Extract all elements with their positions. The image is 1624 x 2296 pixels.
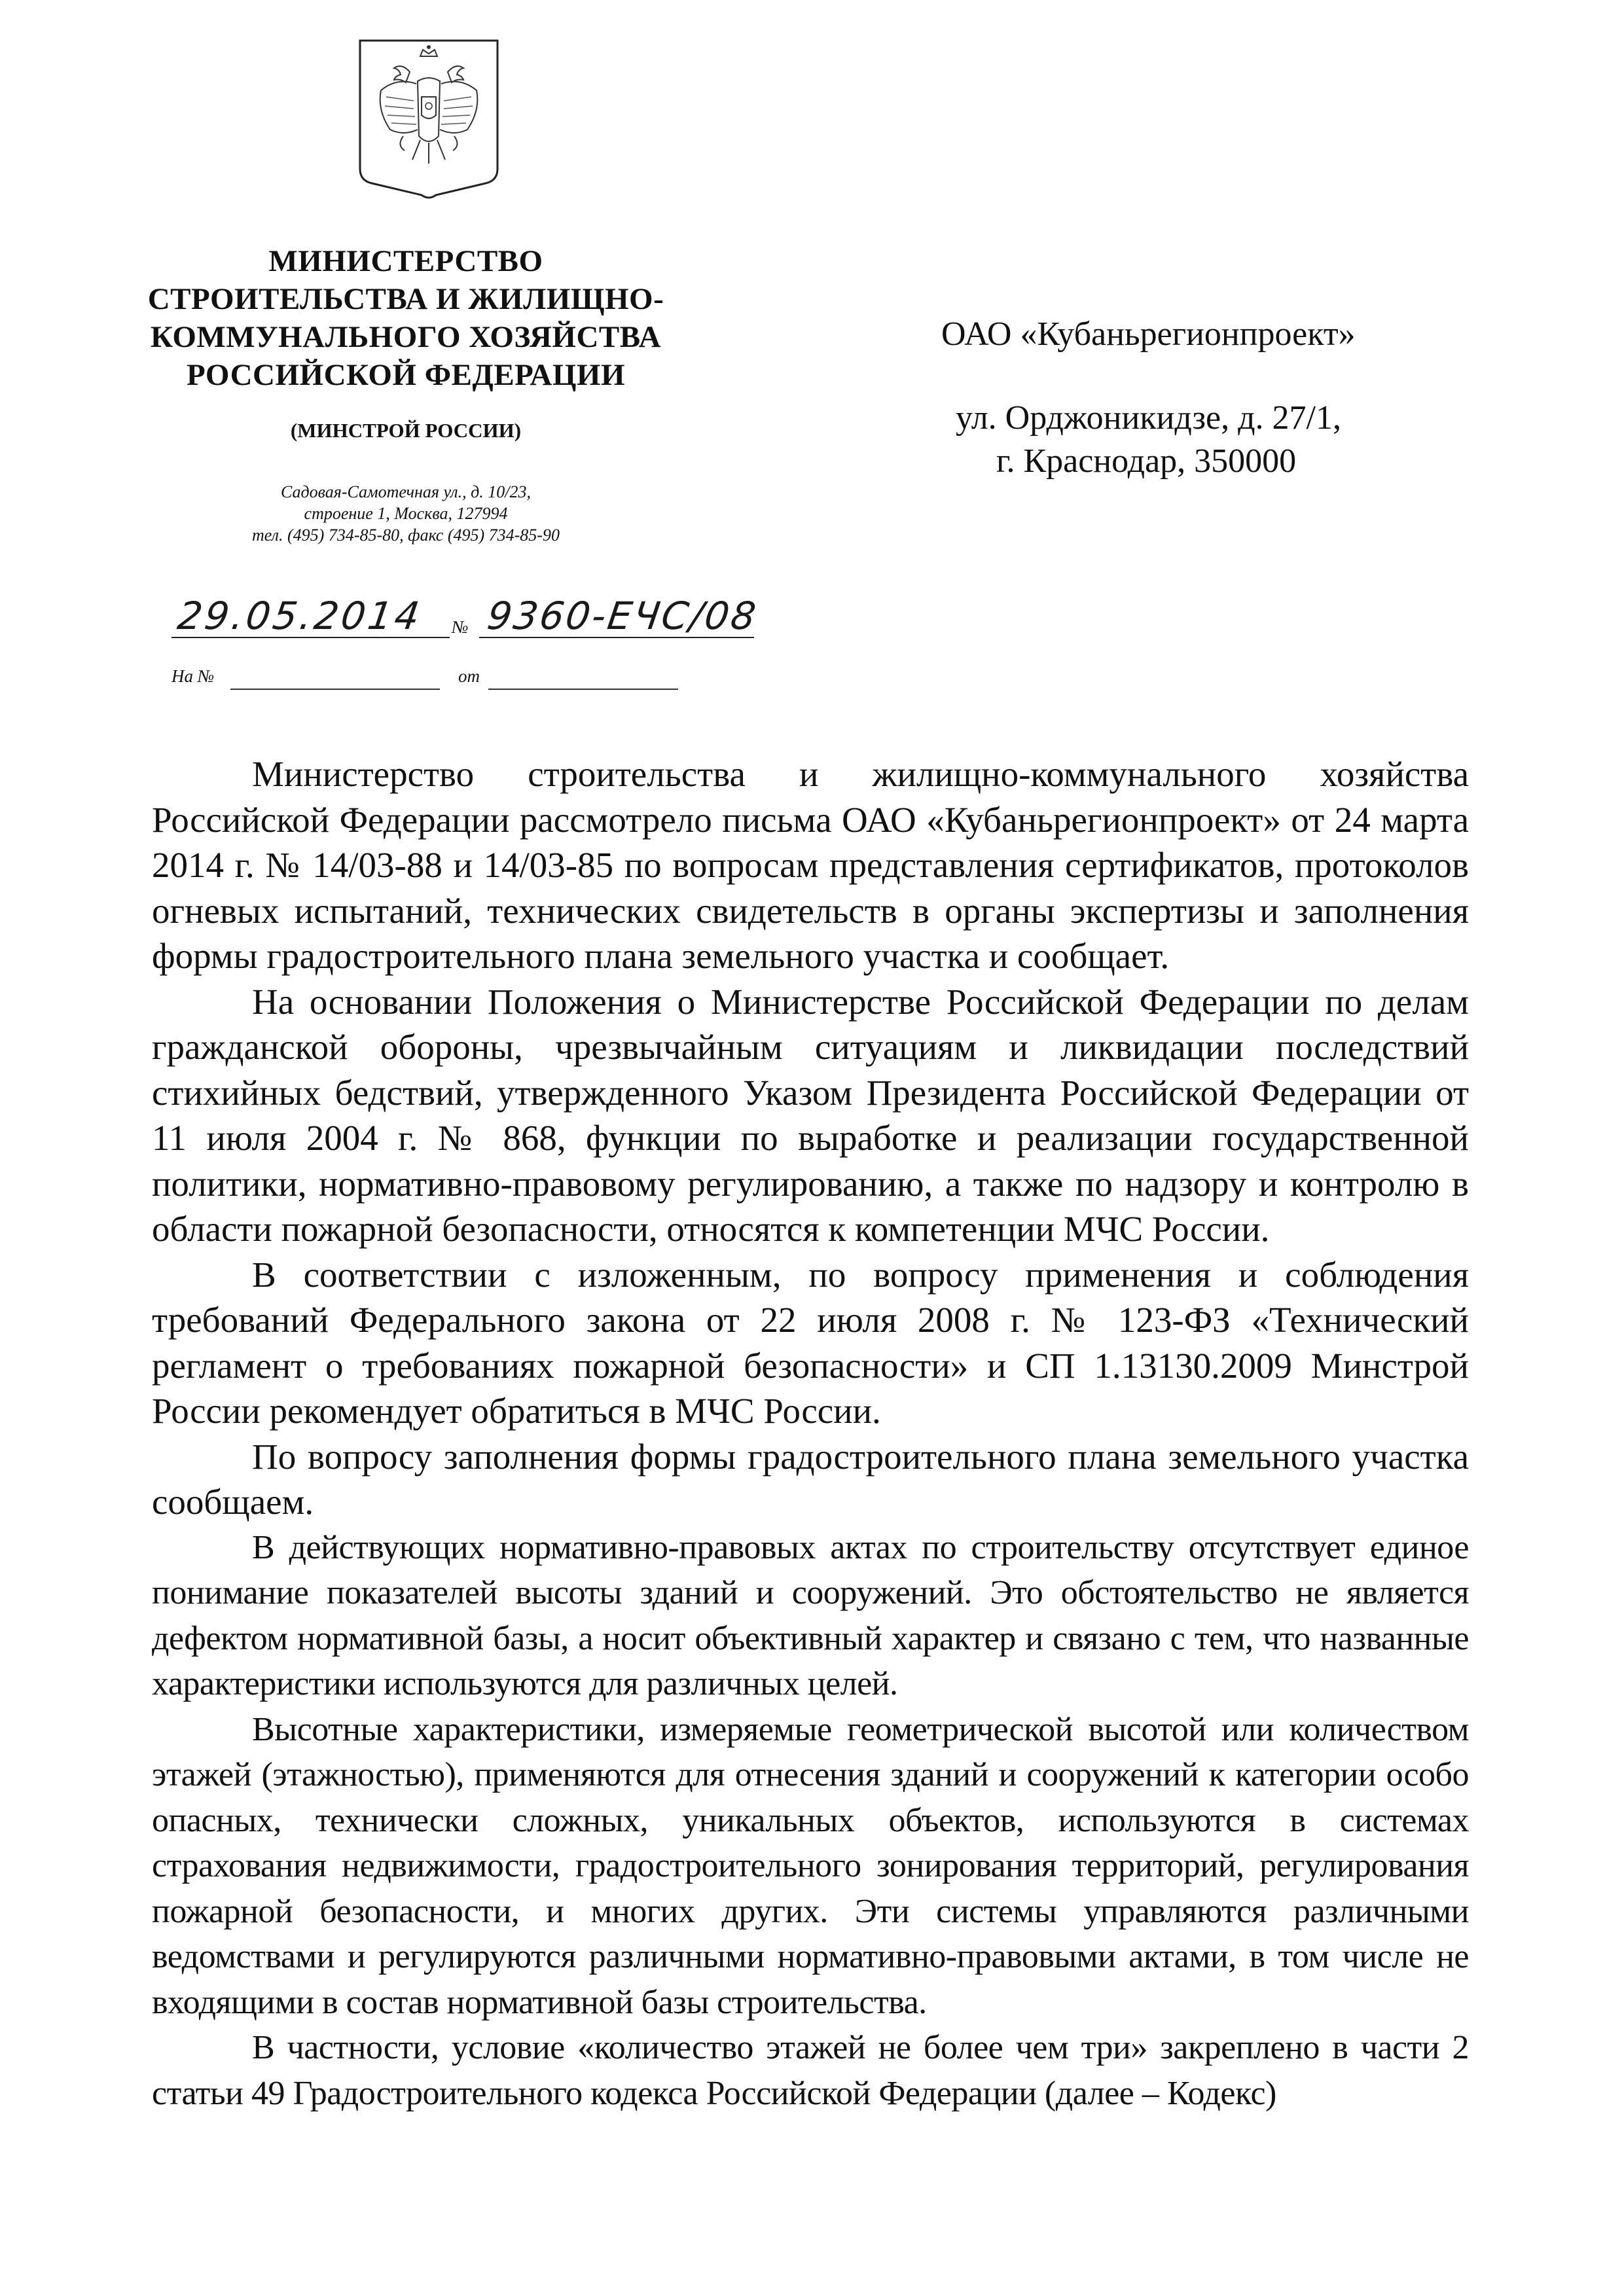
registration-date: 29.05.2014	[175, 594, 425, 638]
double-headed-eagle-icon	[357, 38, 500, 207]
registration-number-label: №	[452, 617, 469, 637]
body-paragraph: В соответствии с изложенным, по вопросу применения и соблюдения требований Федерального закона от 22 июля 2008 г. № 123-ФЗ «Технический регламент о требованиях пожарной безопасности» и СП 1.13130.2009 Минстрой России рекомендует обратиться в МЧС России.	[152, 1254, 1469, 1431]
number-underline	[479, 637, 754, 638]
ministry-short-name: (МИНСТРОЙ РОССИИ)	[290, 419, 522, 442]
reference-date-label: от	[458, 666, 480, 686]
reference-row	[171, 666, 682, 692]
body-paragraph: Министерство строительства и жилищно-коммунального хозяйства Российской Федерации рассмотрело письма ОАО «Кубаньрегионпроект» от 24 марта 2014 г. № 14/03-88 и 14/03-85 по вопросам представления сертификатов, протоколов огневых испытаний, технических свидетельств в органы экспертизы и заполнения формы градостроительного плана земельного участка и сообщает.	[152, 754, 1469, 976]
recipient-name: ОАО «Кубаньрегионпроект»	[941, 315, 1356, 353]
address-line: тел. (495) 734-85-80, факс (495) 734-85-90	[252, 526, 560, 545]
coat-of-arms-emblem	[357, 38, 500, 207]
address-line: строение 1, Москва, 127994	[304, 504, 508, 523]
reference-number-label: На №	[171, 666, 215, 686]
body-paragraph: В частности, условие «количество этажей не более чем три» закреплено в части 2 статьи 49 Градостроительного кодекса Российской Федерации (далее – Кодекс)	[152, 2029, 1469, 2112]
reference-date-line	[488, 689, 678, 690]
body-paragraph: В действующих нормативно-правовых актах по строительству отсутствует единое понимание показателей высоты зданий и сооружений. Это обстоятельство не является дефектом нормативной базы, а носит объективный характер и связано с тем, что названные характеристики используются для различных целей.	[152, 1528, 1469, 1702]
ministry-address	[115, 481, 697, 546]
letter-body	[152, 751, 1469, 2116]
address-line: Садовая-Самотечная ул., д. 10/23,	[280, 482, 532, 501]
reference-number-line	[230, 689, 440, 690]
body-paragraph: По вопросу заполнения формы градостроительного плана земельного участка сообщаем.	[152, 1436, 1469, 1522]
registration-row	[171, 592, 800, 645]
recipient-block	[851, 313, 1506, 483]
body-paragraph: Высотные характеристики, измеряемые геометрической высотой или количеством этажей (этажностью), применяются для отнесения зданий и сооружений к категории особо опасных, технически сложных, уникальных объектов, используются в системах страхования недвижимости, градостроительного зонирования территорий, регулирования пожарной безопасности, и многих других. Эти системы управляются различными ведомствами и регулируются различными нормативно-правовыми актами, в том числе не входящими в состав нормативной базы строительства.	[152, 1710, 1469, 2021]
registration-number: 9360-ЕЧС/08	[484, 594, 761, 638]
ministry-title-line: РОССИЙСКОЙ ФЕДЕРАЦИИ	[187, 358, 625, 392]
date-underline	[171, 637, 450, 638]
recipient-address-line: ул. Орджоникидзе, д. 27/1,	[956, 399, 1341, 437]
body-paragraph: На основании Положения о Министерстве Российской Федерации по делам гражданской обороны, чрезвычайным ситуациям и ликвидации последствий стихийных бедствий, утвержденного Указом Президента Российской Федерации от 11 июля 2004 г. № 868, функции по выработке и реализации государственной политики, нормативно-правовому регулированию, а также по надзору и контролю в области пожарной безопасности, относятся к компетенции МЧС России.	[152, 981, 1469, 1249]
ministry-title-line: МИНИСТЕРСТВО	[268, 244, 543, 278]
recipient-address-line: г. Краснодар, 350000	[996, 442, 1297, 480]
ministry-title-line: СТРОИТЕЛЬСТВА И ЖИЛИЩНО-	[147, 282, 664, 316]
ministry-title	[115, 242, 697, 394]
ministry-title-line: КОММУНАЛЬНОГО ХОЗЯЙСТВА	[150, 320, 662, 354]
